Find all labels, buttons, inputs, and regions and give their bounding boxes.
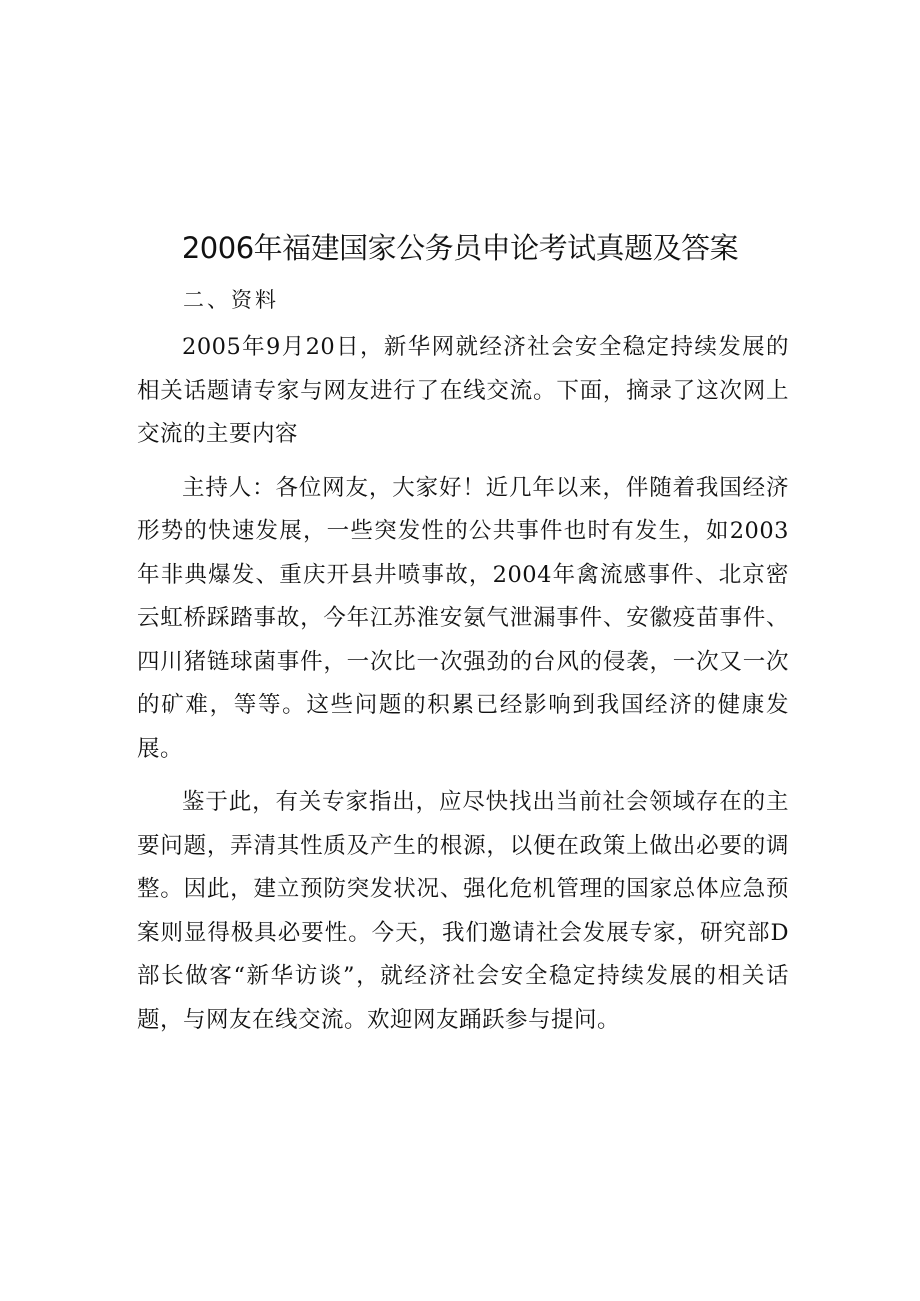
- document-body: [137, 326, 789, 1052]
- section-heading: 二、资料: [183, 288, 279, 312]
- paragraph-intro: 2005年9月20日，新华网就经济社会安全稳定持续发展的相关话题请专家与网友进行了在线交流。下面，摘录了这次网上交流的主要内容: [137, 334, 789, 447]
- paragraph-expert: 鉴于此，有关专家指出，应尽快找出当前社会领域存在的主要问题，弄清其性质及产生的根源，以便在政策上做出必要的调整。因此，建立预防突发状况、强化危机管理的国家总体应急预案则显得极具必要性。今天，我们邀请社会发展专家，研究部D部长做客“新华访谈”，就经济社会安全稳定持续发展的相关话题，与网友在线交流。欢迎网友踊跃参与提问。: [137, 789, 789, 1033]
- document-title: 2006年福建国家公务员申论考试真题及答案: [181, 231, 739, 265]
- paragraph-host: 主持人：各位网友，大家好！近几年以来，伴随着我国经济形势的快速发展，一些突发性的公共事件也时有发生，如2003年非典爆发、重庆开县井喷事故，2004年禽流感事件、北京密云虹桥踩踏事故，今年江苏淮安氨气泄漏事件、安徽疫苗事件、四川猪链球菌事件，一次比一次强劲的台风的侵袭，一次又一次的矿难，等等。这些问题的积累已经影响到我国经济的健康发展。: [137, 474, 789, 762]
